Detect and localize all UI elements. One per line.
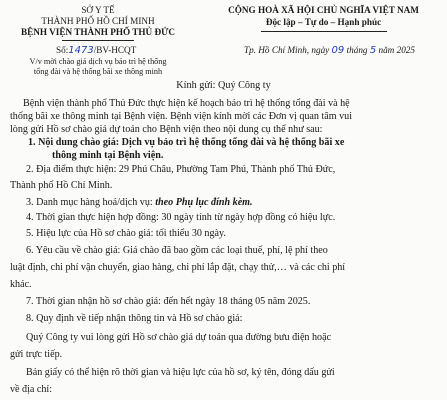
- item-8: 8. Quy định về tiếp nhận thông tin và Hồ sơ chào giá:: [26, 313, 243, 324]
- intro-line-2: thống bãi xe thông minh tại Bệnh viện. Bệnh viện kính mời các Đơn vị quan tâm vui: [10, 111, 353, 122]
- subject-line-2: tổng đài và hệ thống bãi xe thông minh: [33, 67, 163, 76]
- item-8b-line-2: về địa chỉ:: [10, 384, 53, 395]
- item-2-line-1: 2. Địa điểm thực hiện: 29 Phú Châu, Phường Tam Phú, Thành phố Thủ Đức,: [26, 164, 336, 175]
- doc-number-suffix: /BV-HCQT: [93, 45, 137, 55]
- item-8b-line-1: Bản giấy có thể hiện rõ thời gian và hiệu lực của hồ sơ, ký tên, đóng dấu gửi: [26, 367, 335, 378]
- item-8a-line-2: gửi trực tiếp.: [10, 349, 63, 360]
- date-month-handwritten: 5: [369, 45, 377, 56]
- hospital-underline: [62, 40, 134, 41]
- date-year: năm 2025: [378, 45, 415, 55]
- motto-underline: [261, 31, 387, 32]
- city-name: THÀNH PHỐ HỒ CHÍ MINH: [41, 16, 155, 26]
- item-3-label: 3. Danh mục hàng hoá/dịch vụ:: [26, 197, 156, 208]
- doc-number-prefix: Số:: [56, 45, 69, 55]
- date-month-label: tháng: [346, 45, 368, 55]
- item-7: 7. Thời gian nhận hồ sơ chào giá: đến hết ngày 18 tháng 05 năm 2025.: [26, 296, 311, 307]
- item-3-appendix: theo Phụ lục đính kèm.: [155, 197, 253, 208]
- intro-line-3: lòng gửi Hồ sơ chào giá dự toán cho Bệnh viện theo nội dung cụ thể như sau:: [10, 124, 323, 135]
- item-6-line-1: 6. Yêu cầu về chào giá: Giá chào đã bao gồm các loại thuế, phí, lệ phí theo: [26, 245, 328, 256]
- item-1-line-1: 1. Nội dung chào giá: Dịch vụ bảo trì hệ thống tổng đài và hệ thống bãi xe: [28, 137, 345, 148]
- doc-number-handwritten: 1473: [68, 45, 94, 56]
- item-5: 5. Hiệu lực của Hồ sơ chào giá: tối thiểu 30 ngày.: [26, 228, 226, 239]
- item-1-line-2: thông minh tại Bệnh viện.: [52, 150, 164, 161]
- national-motto: Độc lập – Tự do – Hạnh phúc: [265, 17, 382, 27]
- document-number: [56, 45, 136, 56]
- date-day-handwritten: 09: [331, 45, 345, 56]
- greeting: Kính gửi: Quý Công ty: [176, 80, 271, 91]
- item-3: [26, 197, 426, 208]
- intro-line-1: Bệnh viện thành phố Thủ Đức thực hiện kế hoạch bảo trì hệ thống tổng đài và hệ: [23, 98, 350, 109]
- ministry-name: SỞ Y TẾ: [81, 5, 115, 15]
- issue-date: [244, 45, 415, 56]
- hospital-name: BỆNH VIỆN THÀNH PHỐ THỦ ĐỨC: [20, 27, 176, 37]
- date-prefix: Tp. Hồ Chí Minh, ngày: [244, 45, 330, 55]
- item-6-line-2: luật định, chi phí vận chuyển, giao hàng, chi phí lắp đặt, chạy thử,… và các chi phí: [10, 262, 346, 273]
- subject-line-1: V/v mời chào giá dịch vụ bảo trì hệ thống: [29, 57, 167, 66]
- item-4: 4. Thời gian thực hiện hợp đồng: 30 ngày tính từ ngày hợp đồng có hiệu lực.: [26, 212, 336, 223]
- item-8a-line-1: Quý Công ty vui lòng gửi Hồ sơ chào giá dự toán qua đường bưu điện hoặc: [26, 332, 332, 343]
- item-2-line-2: Thành phố Hồ Chí Minh.: [10, 180, 113, 191]
- country-name: CỘNG HOÀ XÃ HỘI CHỦ NGHĨA VIỆT NAM: [228, 5, 419, 15]
- item-6-line-3: khác.: [10, 279, 32, 290]
